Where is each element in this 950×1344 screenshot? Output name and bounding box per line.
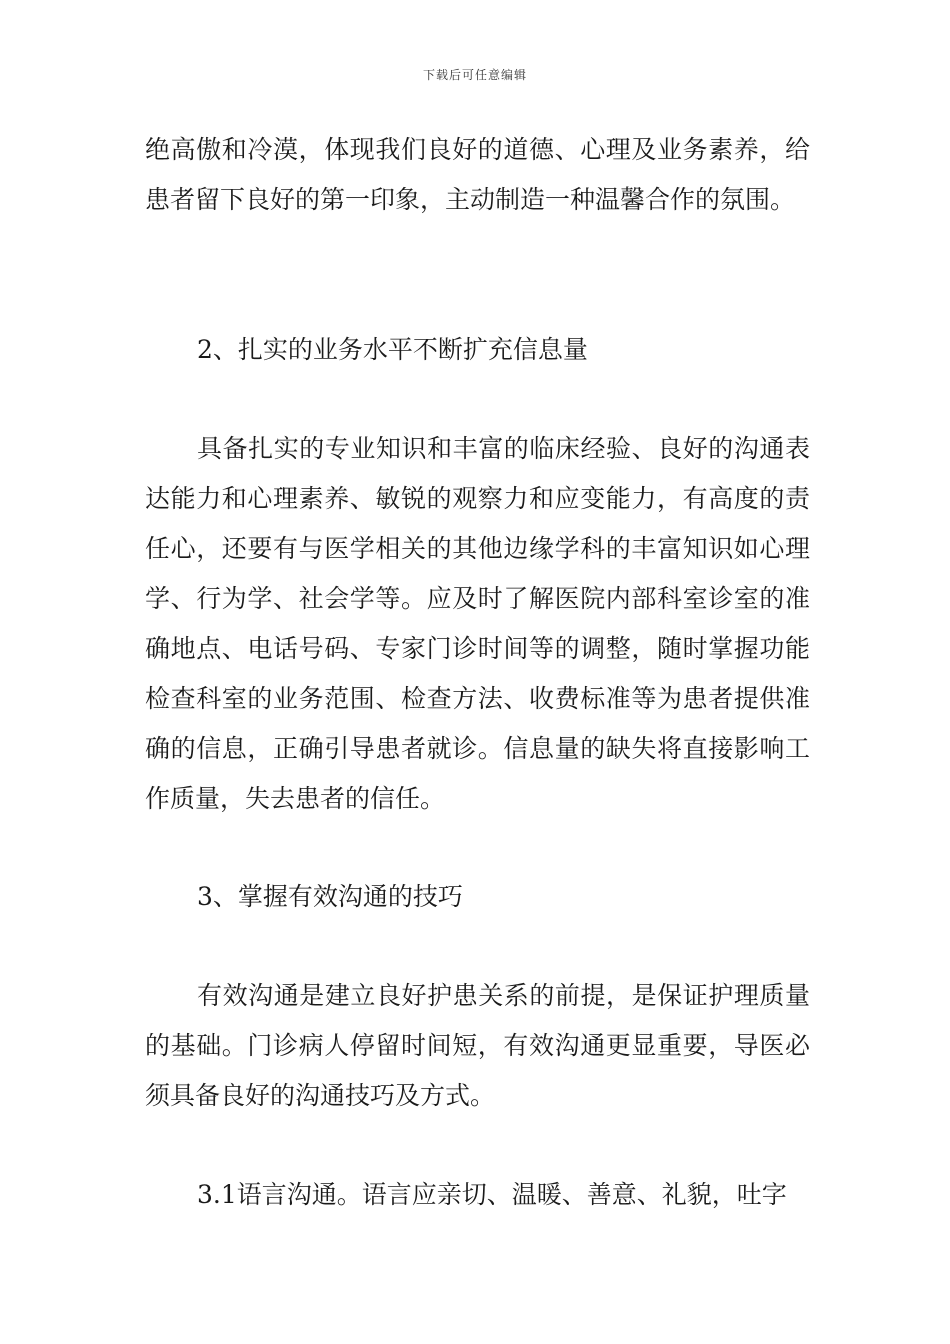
page-header: 下载后可任意编辑: [422, 68, 527, 82]
paragraph-effective-communication: 有效沟通是建立良好护患关系的前提，是保证护理质量的基础。门诊病人停留时间短，有效沟通更显重要，导医必须具备良好的沟通技巧及方式。: [145, 981, 810, 1110]
paragraph-continuation: 绝高傲和冷漠，体现我们良好的道德、心理及业务素养，给患者留下良好的第一印象，主动制造一种温馨合作的氛围。: [145, 135, 810, 214]
section-heading-2: 2、扎实的业务水平不断扩充信息量: [197, 335, 588, 364]
paragraph-verbal-communication: 3.1语言沟通。语言应亲切、温暖、善意、礼貌，吐字: [197, 1180, 787, 1209]
section-heading-3: 3、掌握有效沟通的技巧: [197, 882, 463, 911]
paragraph-business-knowledge: 具备扎实的专业知识和丰富的临床经验、良好的沟通表达能力和心理素养、敏锐的观察力和应变能力，有高度的责任心，还要有与医学相关的其他边缘学科的丰富知识如心理学、行为学、社会学等。应及时了解医院内部科室诊室的准确地点、电话号码、专家门诊时间等的调整，随时掌握功能检查科室的业务范围、检查方法、收费标准等为患者提供准确的信息，正确引导患者就诊。信息量的缺失将直接影响工作质量，失去患者的信任。: [145, 434, 810, 813]
